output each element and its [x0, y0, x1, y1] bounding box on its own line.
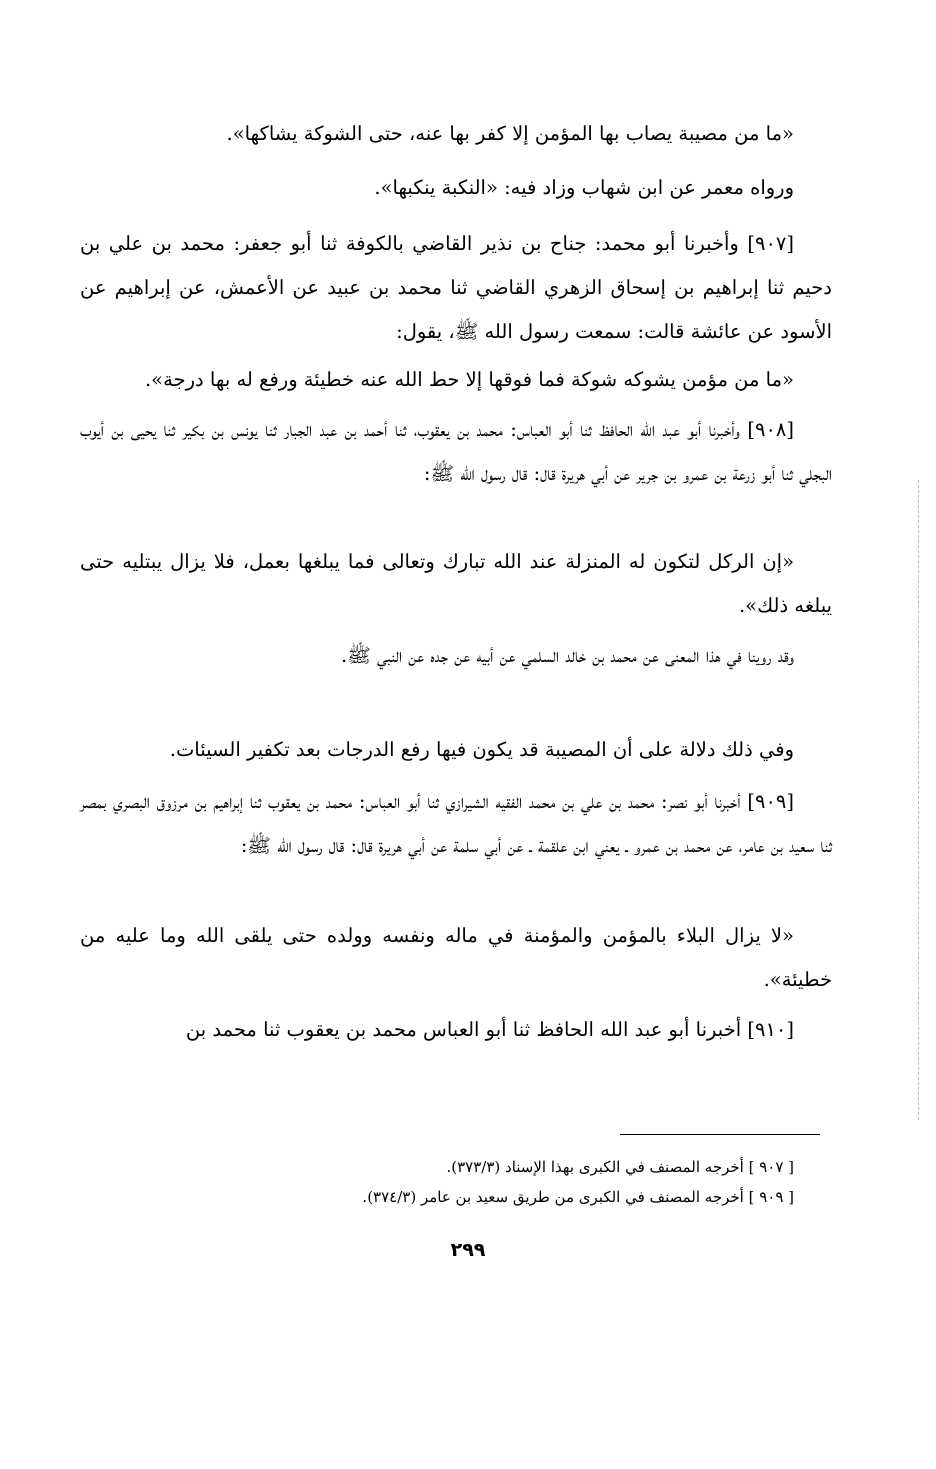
paragraph-text: [٩١٠] أخبرنا أبو عبد الله الحافظ ثنا أبو العباس محمد بن يعقوب ثنا محمد بن [185, 1018, 794, 1041]
hadith-text-paragraph [80, 112, 832, 156]
footnote-separator [620, 1134, 820, 1135]
paragraph-text: [٩٠٧] وأخبرنا أبو محمد: جناح بن نذير القاضي بالكوفة ثنا أبو جعفر: محمد بن علي بن دحيم ثنا إبراهيم بن إسحاق الزهري القاضي ثنا محمد بن عبيد عن الأعمش، عن إبراهيم عن الأسود عن عائشة قالت: سمعت رسول الله ﷺ، يقول: [80, 232, 832, 343]
isnad-paragraph-908 [80, 408, 832, 496]
scan-edge-mark [918, 480, 919, 1120]
hadith-text-paragraph [80, 358, 832, 402]
paragraph-text: [٩٠٩] أخبرنا أبو نصر: محمد بن علي بن محمد الفقيه الشيرازي ثنا أبو العباس: محمد بن يعقوب ثنا إبراهيم بن مرزوق البصري بمصر ثنا سعيد بن عامر، عن محمد بن عمرو ـ يعني ابن علقمة ـ عن أبي سلمة عن أبي هريرة قال: قال رسول الله ﷺ: [80, 790, 832, 857]
commentary-paragraph [80, 728, 832, 772]
footnote-909 [80, 1184, 832, 1210]
footnote-text: [ ٩٠٧ ] أخرجه المصنف في الكبرى بهذا الإسناد (٣٧٣/٣). [446, 1158, 794, 1176]
paragraph-text: ورواه معمر عن ابن شهاب وزاد فيه: «النكبة ينكبها». [374, 176, 794, 199]
page-number: ٢٩٩ [450, 1239, 486, 1261]
footnote-907 [80, 1154, 832, 1180]
footnote-text: [ ٩٠٩ ] أخرجه المصنف في الكبرى من طريق سعيد بن عامر (٣٧٤/٣). [362, 1188, 794, 1206]
isnad-paragraph-909 [80, 780, 832, 868]
paragraph-text: وفي ذلك دلالة على أن المصيبة قد يكون فيها رفع الدرجات بعد تكفير السيئات. [169, 738, 794, 761]
paragraph-text: «لا يزال البلاء بالمؤمن والمؤمنة في ماله ونفسه وولده حتى يلقى الله وما عليه من خطيئة». [80, 924, 832, 991]
narration-note-paragraph [80, 166, 832, 210]
isnad-paragraph-907 [80, 222, 832, 354]
paragraph-text: [٩٠٨] وأخبرنا أبو عبد الله الحافظ ثنا أبو العباس: محمد بن يعقوب، ثنا أحمد بن عبد الجبار ثنا يونس بن بكير ثنا يحيى بن أيوب البجلي ثنا أبو زرعة بن عمرو بن جرير عن أبي هريرة قال: قال رسول الله ﷺ: [80, 418, 832, 485]
hadith-text-paragraph [80, 914, 832, 1002]
paragraph-text: «ما من مصيبة يصاب بها المؤمن إلا كفر بها عنه، حتى الشوكة يشاكها». [226, 122, 794, 145]
paragraph-text: «ما من مؤمن يشوكه شوكة فما فوقها إلا حط الله عنه خطيئة ورفع له بها درجة». [144, 368, 794, 391]
paragraph-text: وقد روينا في هذا المعنى عن محمد بن خالد السلمي عن أبيه عن جده عن النبي ﷺ. [341, 644, 794, 667]
commentary-paragraph [80, 634, 832, 678]
paragraph-text: «إن الركل لتكون له المنزلة عند الله تبارك وتعالى فما يبلغها بعمل، فلا يزال يبتليه حتى يبلغه ذلك». [80, 550, 832, 617]
isnad-paragraph-910 [80, 1008, 832, 1052]
hadith-text-paragraph [80, 540, 832, 628]
